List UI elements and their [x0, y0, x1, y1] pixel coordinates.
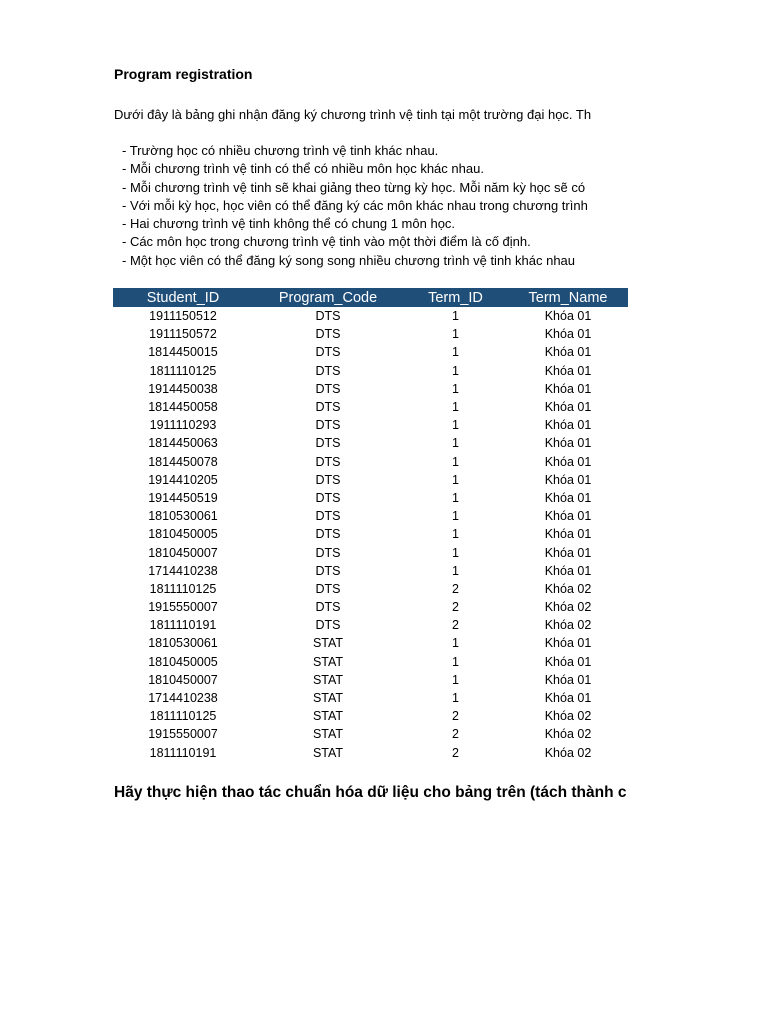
cell-term-name: Khóa 02: [544, 600, 592, 615]
header-student-id: Student_ID: [113, 288, 253, 307]
cell-term-id: 1: [452, 672, 459, 687]
cell-term-id: 1: [452, 327, 459, 342]
rule-item: - Mỗi chương trình vệ tinh sẽ khai giảng theo từng kỳ học. Mỗi năm kỳ học sẽ có: [122, 179, 586, 195]
table-row: [113, 362, 628, 380]
cell-term-name: Khóa 02: [544, 618, 592, 633]
cell-term-name: Khóa 02: [544, 581, 592, 596]
cell-program-code: DTS: [315, 363, 341, 378]
cell-term-id: 1: [452, 545, 459, 560]
cell-student-id: 1811110125: [149, 709, 217, 724]
cell-term-name: Khóa 01: [544, 509, 592, 524]
cell-program-code: STAT: [312, 745, 344, 760]
cell-student-id: 1714410238: [148, 691, 218, 706]
table-row: [113, 416, 628, 434]
cell-term-id: 1: [452, 309, 459, 324]
cell-program-code: DTS: [315, 381, 341, 396]
cell-student-id: 1810450005: [148, 654, 218, 669]
document-title: Program registration: [114, 66, 253, 82]
cell-program-code: DTS: [315, 418, 341, 433]
table-row: [113, 653, 628, 671]
table-row: [113, 562, 628, 580]
cell-term-name: Khóa 01: [544, 400, 592, 415]
cell-term-id: 1: [452, 381, 459, 396]
table-row: [113, 434, 628, 452]
cell-term-id: 2: [452, 600, 459, 615]
rule-item: - Với mỗi kỳ học, học viên có thể đăng ký các môn khác nhau trong chương trình: [122, 197, 588, 213]
table-row: [113, 725, 628, 743]
table-body: [113, 307, 628, 762]
cell-program-code: DTS: [315, 618, 341, 633]
cell-student-id: 1811110125: [149, 581, 217, 596]
cell-program-code: DTS: [315, 563, 341, 578]
cell-term-name: Khóa 01: [544, 654, 592, 669]
cell-term-id: 1: [452, 691, 459, 706]
cell-student-id: 1915550007: [148, 600, 218, 615]
cell-student-id: 1914450519: [148, 490, 218, 505]
rule-item: - Trường học có nhiều chương trình vệ tinh khác nhau.: [122, 143, 439, 158]
cell-program-code: STAT: [312, 672, 344, 687]
cell-program-code: DTS: [315, 327, 341, 342]
cell-program-code: DTS: [315, 400, 341, 415]
cell-student-id: 1811110125: [149, 363, 217, 378]
cell-term-id: 1: [452, 454, 459, 469]
cell-term-id: 1: [452, 400, 459, 415]
cell-student-id: 1915550007: [148, 727, 218, 742]
table-row: [113, 598, 628, 616]
cell-program-code: DTS: [315, 545, 341, 560]
cell-term-id: 2: [452, 727, 459, 742]
cell-student-id: 1911110293: [149, 418, 217, 433]
cell-term-name: Khóa 01: [544, 545, 592, 560]
table-row: [113, 489, 628, 507]
cell-term-id: 1: [452, 418, 459, 433]
cell-term-id: 1: [452, 509, 459, 524]
cell-term-id: 1: [452, 345, 459, 360]
rule-item: - Một học viên có thể đăng ký song song nhiều chương trình vệ tinh khác nhau: [122, 252, 576, 268]
cell-term-name: Khóa 01: [544, 672, 592, 687]
registration-table: [113, 288, 628, 762]
cell-student-id: 1914450038: [148, 381, 218, 396]
cell-program-code: DTS: [315, 527, 341, 542]
table-row: [113, 707, 628, 725]
table-row: [113, 744, 628, 762]
cell-term-name: Khóa 01: [544, 636, 592, 651]
cell-student-id: 1810450007: [148, 672, 218, 687]
cell-term-id: 2: [452, 745, 459, 760]
cell-term-id: 1: [452, 527, 459, 542]
table-row: [113, 543, 628, 561]
cell-term-id: 1: [452, 472, 459, 487]
cell-student-id: 1714410238: [148, 563, 218, 578]
cell-student-id: 1810450005: [148, 527, 218, 542]
rules-list: [122, 142, 588, 270]
cell-term-id: 2: [452, 709, 459, 724]
cell-student-id: 1810530061: [148, 509, 218, 524]
cell-term-id: 2: [452, 581, 459, 596]
cell-term-name: Khóa 01: [544, 345, 592, 360]
table-row: [113, 671, 628, 689]
cell-student-id: 1814450015: [148, 345, 218, 360]
cell-student-id: 1814450058: [148, 400, 218, 415]
cell-program-code: DTS: [315, 581, 341, 596]
cell-program-code: DTS: [315, 600, 341, 615]
table-row: [113, 398, 628, 416]
table-row: [113, 325, 628, 343]
cell-term-name: Khóa 02: [544, 745, 592, 760]
task-instruction: Hãy thực hiện thao tác chuẩn hóa dữ liệu cho bảng trên (tách thành c: [114, 784, 627, 801]
table-header-row: [113, 288, 628, 307]
rule-item: - Các môn học trong chương trình vệ tinh vào một thời điểm là cố định.: [122, 234, 531, 250]
cell-student-id: 1811110191: [149, 745, 217, 760]
cell-program-code: STAT: [312, 636, 344, 651]
cell-program-code: STAT: [312, 654, 344, 669]
cell-student-id: 1814450078: [148, 454, 218, 469]
cell-term-id: 1: [452, 490, 459, 505]
cell-term-id: 1: [452, 363, 459, 378]
cell-term-name: Khóa 01: [544, 309, 592, 324]
cell-program-code: DTS: [315, 490, 341, 505]
cell-term-id: 1: [452, 636, 459, 651]
cell-program-code: DTS: [315, 309, 341, 324]
cell-term-name: Khóa 01: [544, 327, 592, 342]
cell-program-code: DTS: [315, 345, 341, 360]
cell-student-id: 1911150572: [149, 327, 217, 342]
table-row: [113, 380, 628, 398]
cell-term-name: Khóa 01: [544, 381, 592, 396]
cell-term-name: Khóa 01: [544, 472, 592, 487]
cell-program-code: DTS: [315, 472, 341, 487]
rule-item: - Mỗi chương trình vệ tinh có thể có nhiều môn học khác nhau.: [122, 161, 484, 177]
table-row: [113, 689, 628, 707]
rule-item: - Hai chương trình vệ tinh không thể có chung 1 môn học.: [122, 216, 456, 232]
header-term-name: Term_Name: [508, 288, 628, 307]
cell-program-code: DTS: [315, 436, 341, 451]
table-row: [113, 634, 628, 652]
cell-term-id: 1: [452, 563, 459, 578]
cell-student-id: 1811110191: [149, 618, 217, 633]
table-row: [113, 471, 628, 489]
intro-paragraph: Dưới đây là bảng ghi nhận đăng ký chương trình vệ tinh tại một trường đại học. Th: [114, 107, 592, 122]
cell-term-name: Khóa 01: [544, 490, 592, 505]
table-row: [113, 307, 628, 325]
cell-program-code: STAT: [312, 691, 344, 706]
header-program-code: Program_Code: [253, 288, 403, 307]
cell-term-name: Khóa 01: [544, 563, 592, 578]
cell-student-id: 1810530061: [148, 636, 218, 651]
cell-program-code: DTS: [315, 509, 341, 524]
table-row: [113, 580, 628, 598]
cell-student-id: 1810450007: [148, 545, 218, 560]
cell-student-id: 1814450063: [148, 436, 218, 451]
cell-student-id: 1914410205: [148, 472, 218, 487]
cell-term-name: Khóa 01: [544, 363, 592, 378]
cell-program-code: DTS: [315, 454, 341, 469]
header-term-id: Term_ID: [403, 288, 508, 307]
cell-student-id: 1911150512: [149, 309, 217, 324]
cell-program-code: STAT: [312, 727, 344, 742]
table-row: [113, 525, 628, 543]
cell-term-id: 2: [452, 618, 459, 633]
cell-program-code: STAT: [312, 709, 344, 724]
cell-term-name: Khóa 01: [544, 418, 592, 433]
cell-term-name: Khóa 01: [544, 454, 592, 469]
cell-term-name: Khóa 01: [544, 691, 592, 706]
cell-term-name: Khóa 01: [544, 527, 592, 542]
cell-term-name: Khóa 01: [544, 436, 592, 451]
table-row: [113, 343, 628, 361]
table-row: [113, 616, 628, 634]
cell-term-id: 1: [452, 436, 459, 451]
cell-term-name: Khóa 02: [544, 727, 592, 742]
table-row: [113, 453, 628, 471]
cell-term-id: 1: [452, 654, 459, 669]
cell-term-name: Khóa 02: [544, 709, 592, 724]
table-row: [113, 507, 628, 525]
